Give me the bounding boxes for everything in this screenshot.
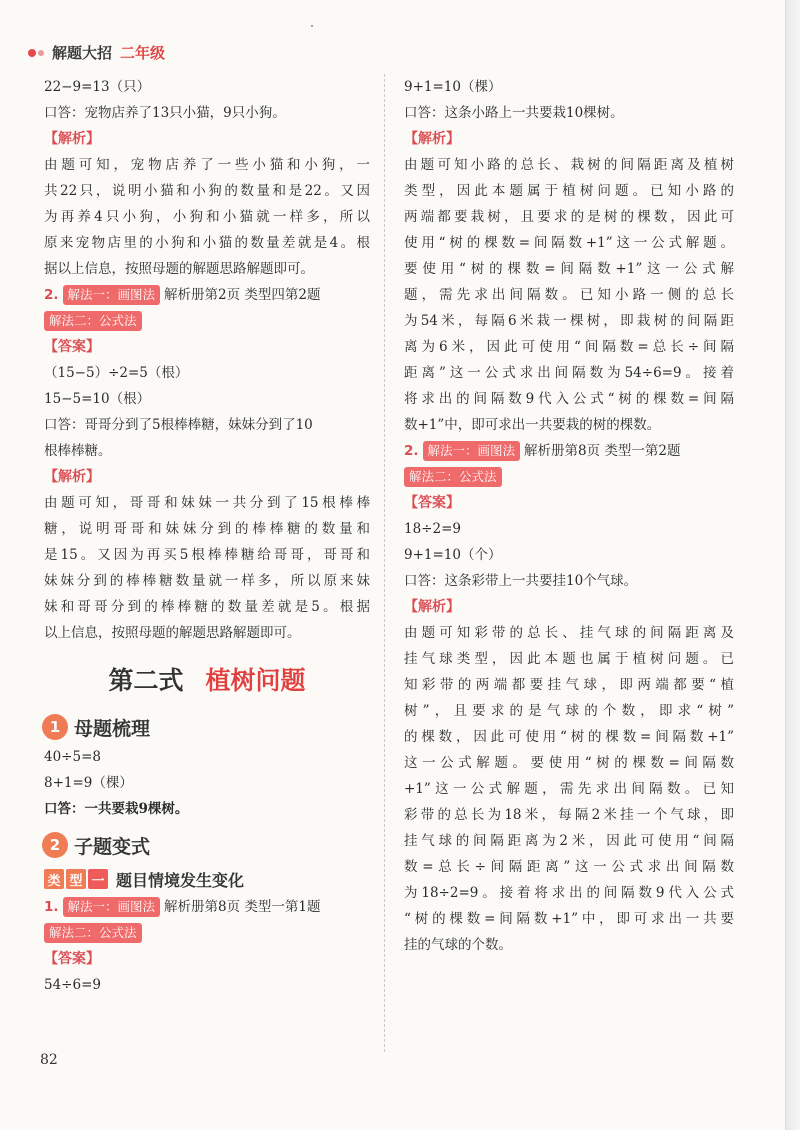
question-reference: 解析册第8页 类型一第2题	[524, 443, 681, 459]
paragraph-line: 妹妹分到的棒棒糖数量就一样多，所以原来妹	[44, 573, 370, 589]
subheading-variations	[44, 828, 370, 862]
question-1-header	[44, 894, 370, 920]
question-number: 2.	[44, 287, 59, 303]
paragraph-line: 为54米，每隔6米栽一棵树，即栽树的间隔距	[404, 313, 734, 329]
equation-line: 54÷6=9	[44, 977, 101, 993]
paragraph-line: 以上信息，按照母题的解题思路解题即可。	[44, 625, 301, 641]
paragraph-line: 使用“树的棵数=间隔数+1”这一公式解题。	[404, 235, 734, 251]
paragraph-line: 类型，因此本题属于植树问题。已知小路的	[404, 183, 734, 199]
answer-label: 【答案】	[44, 339, 100, 355]
equation-line: 40÷5=8	[44, 749, 101, 765]
method-badge-drawing: 解法一：画图法	[63, 897, 161, 917]
paragraph-line: 彩带的总长为18米，每隔2米挂一个气球，即	[404, 807, 734, 823]
type-heading	[44, 864, 370, 894]
analysis-paragraph	[44, 152, 370, 282]
answer-label: 【答案】	[404, 495, 460, 511]
paragraph-line: 离为6米，因此可使用“间隔数=总长÷间隔	[404, 339, 734, 355]
method-badge-formula: 解法二：公式法	[404, 467, 502, 487]
verbal-answer: 口答：一共要栽9棵树。	[44, 801, 189, 817]
number-circle-icon: 1	[42, 714, 68, 740]
paragraph-line: 据以上信息，按照母题的解题思路解题即可。	[44, 261, 314, 277]
paragraph-line: 由题可知小路的总长、栽树的间隔距离及植树	[404, 157, 734, 173]
paragraph-line: 为再养4只小狗，小狗和小猫就一样多，所以	[44, 209, 370, 225]
method-badge-formula: 解法二：公式法	[44, 311, 142, 331]
verbal-answer-cont: 根棒棒糖。	[44, 443, 112, 459]
paragraph-line: 原来宠物店里的小狗和小猫的数量差就是4。根	[44, 235, 370, 251]
subheading-mother-problem	[44, 710, 370, 744]
method-2-row	[44, 308, 370, 334]
equation-line: 15−5=10（根）	[44, 391, 151, 407]
paragraph-line: 共22只，说明小猫和小狗的数量和是22。又因	[44, 183, 370, 199]
paragraph-line: 知彩带的两端都要挂气球，即两端都要“植	[404, 677, 734, 693]
number-circle-icon: 2	[42, 832, 68, 858]
equation-line: 8+1=9（棵）	[44, 775, 133, 791]
paragraph-line: 糖，说明哥哥和妹妹分到的棒棒糖的数量和	[44, 521, 370, 537]
paragraph-line: 挂气球类型，因此本题也属于植树问题。已	[404, 651, 734, 667]
analysis-label: 【解析】	[404, 599, 460, 615]
analysis-paragraph	[44, 490, 370, 646]
equation-line: 18÷2=9	[404, 521, 461, 537]
paragraph-line: +1”这一公式解题，需先求出间隔数。已知	[404, 781, 734, 797]
logo-dots-icon	[28, 49, 44, 57]
analysis-paragraph	[404, 620, 734, 958]
paragraph-line: 距离”这一公式求出间隔数为54÷6=9。接着	[404, 365, 734, 381]
analysis-label: 【解析】	[44, 131, 100, 147]
method-badge-drawing: 解法一：画图法	[63, 285, 161, 305]
method-2-row	[44, 920, 370, 946]
paragraph-line: 挂气球的间隔距离为2米，因此可使用“间隔	[404, 833, 734, 849]
analysis-label: 【解析】	[44, 469, 100, 485]
paragraph-line: 树”，且要求的是气球的个数，即求“树”	[404, 703, 734, 719]
equation-line: 22−9=13（只）	[44, 79, 151, 95]
paragraph-line: 由题可知，宠物店养了一些小猫和小狗，一	[44, 157, 370, 173]
question-number: 2.	[404, 443, 419, 459]
section-title	[44, 658, 370, 704]
paragraph-line: 题，需先求出间隔数。已知小路一侧的总长	[404, 287, 734, 303]
type-title: 题目情境发生变化	[116, 870, 245, 890]
section-title-topic: 植树问题	[205, 666, 306, 695]
question-2-header	[44, 282, 370, 308]
method-badge-formula: 解法二：公式法	[44, 923, 142, 943]
grade-label: 二年级	[120, 44, 166, 62]
scan-dot	[311, 25, 313, 27]
paragraph-line: 由题可知彩带的总长、挂气球的间隔距离及	[404, 625, 734, 641]
page-edge	[785, 0, 800, 1130]
answer-label: 【答案】	[44, 951, 100, 967]
right-column	[404, 74, 734, 958]
left-column	[44, 74, 370, 998]
method-badge-drawing: 解法一：画图法	[423, 441, 521, 461]
paragraph-line: 是15。又因为再买5根棒棒糖给哥哥，哥哥和	[44, 547, 370, 563]
type-char-box: 类	[44, 869, 64, 889]
analysis-label: 【解析】	[404, 131, 460, 147]
paragraph-line: 这一公式解题。要使用“树的棵数=间隔数	[404, 755, 734, 771]
verbal-answer: 口答：宠物店养了13只小猫，9只小狗。	[44, 105, 286, 121]
equation-line: 9+1=10（个）	[404, 547, 502, 563]
verbal-answer: 口答：这条彩带上一共要挂10个气球。	[404, 573, 638, 589]
page-number: 82	[40, 1052, 58, 1068]
method-2-row	[404, 464, 734, 490]
section-title-index: 第二式	[108, 666, 184, 695]
paragraph-line: 由题可知，哥哥和妹妹一共分到了15根棒棒	[44, 495, 370, 511]
subheading-title: 母题梳理	[74, 717, 151, 740]
type-char-box: 型	[66, 869, 86, 889]
type-char-box: 一	[88, 869, 108, 889]
question-reference: 解析册第8页 类型一第1题	[164, 899, 321, 915]
paragraph-line: 将求出的间隔数9代入公式“树的棵数=间隔	[404, 391, 734, 407]
paragraph-line: 妹和哥哥分到的棒棒糖的数量差就是5。根据	[44, 599, 370, 615]
column-divider	[384, 74, 385, 1052]
equation-line: 9+1=10（棵）	[404, 79, 502, 95]
paragraph-line: 要使用“树的棵数=间隔数+1”这一公式解	[404, 261, 734, 277]
verbal-answer: 口答：哥哥分到了5根棒棒糖，妹妹分到了10	[44, 417, 313, 433]
page-header	[28, 42, 165, 63]
paragraph-line: 两端都要栽树，且要求的是树的棵数，因此可	[404, 209, 734, 225]
paragraph-line: 数=总长÷间隔距离”这一公式求出间隔数	[404, 859, 734, 875]
question-2-header	[404, 438, 734, 464]
question-number: 1.	[44, 899, 59, 915]
paragraph-line: 的棵数，因此可使用“树的棵数=间隔数+1”	[404, 729, 734, 745]
subheading-title: 子题变式	[74, 835, 151, 858]
series-title: 解题大招	[52, 44, 113, 62]
paragraph-line: “树的棵数=间隔数+1”中，即可求出一共要	[404, 911, 734, 927]
equation-line: （15−5）÷2=5（根）	[44, 365, 189, 381]
analysis-paragraph	[404, 152, 734, 438]
question-reference: 解析册第2页 类型四第2题	[164, 287, 321, 303]
paragraph-line: 数+1”中，即可求出一共要栽的树的棵数。	[404, 417, 661, 433]
verbal-answer: 口答：这条小路上一共要栽10棵树。	[404, 105, 624, 121]
paragraph-line: 挂的气球的个数。	[404, 937, 512, 953]
paragraph-line: 为18÷2=9。接着将求出的间隔数9代入公式	[404, 885, 734, 901]
